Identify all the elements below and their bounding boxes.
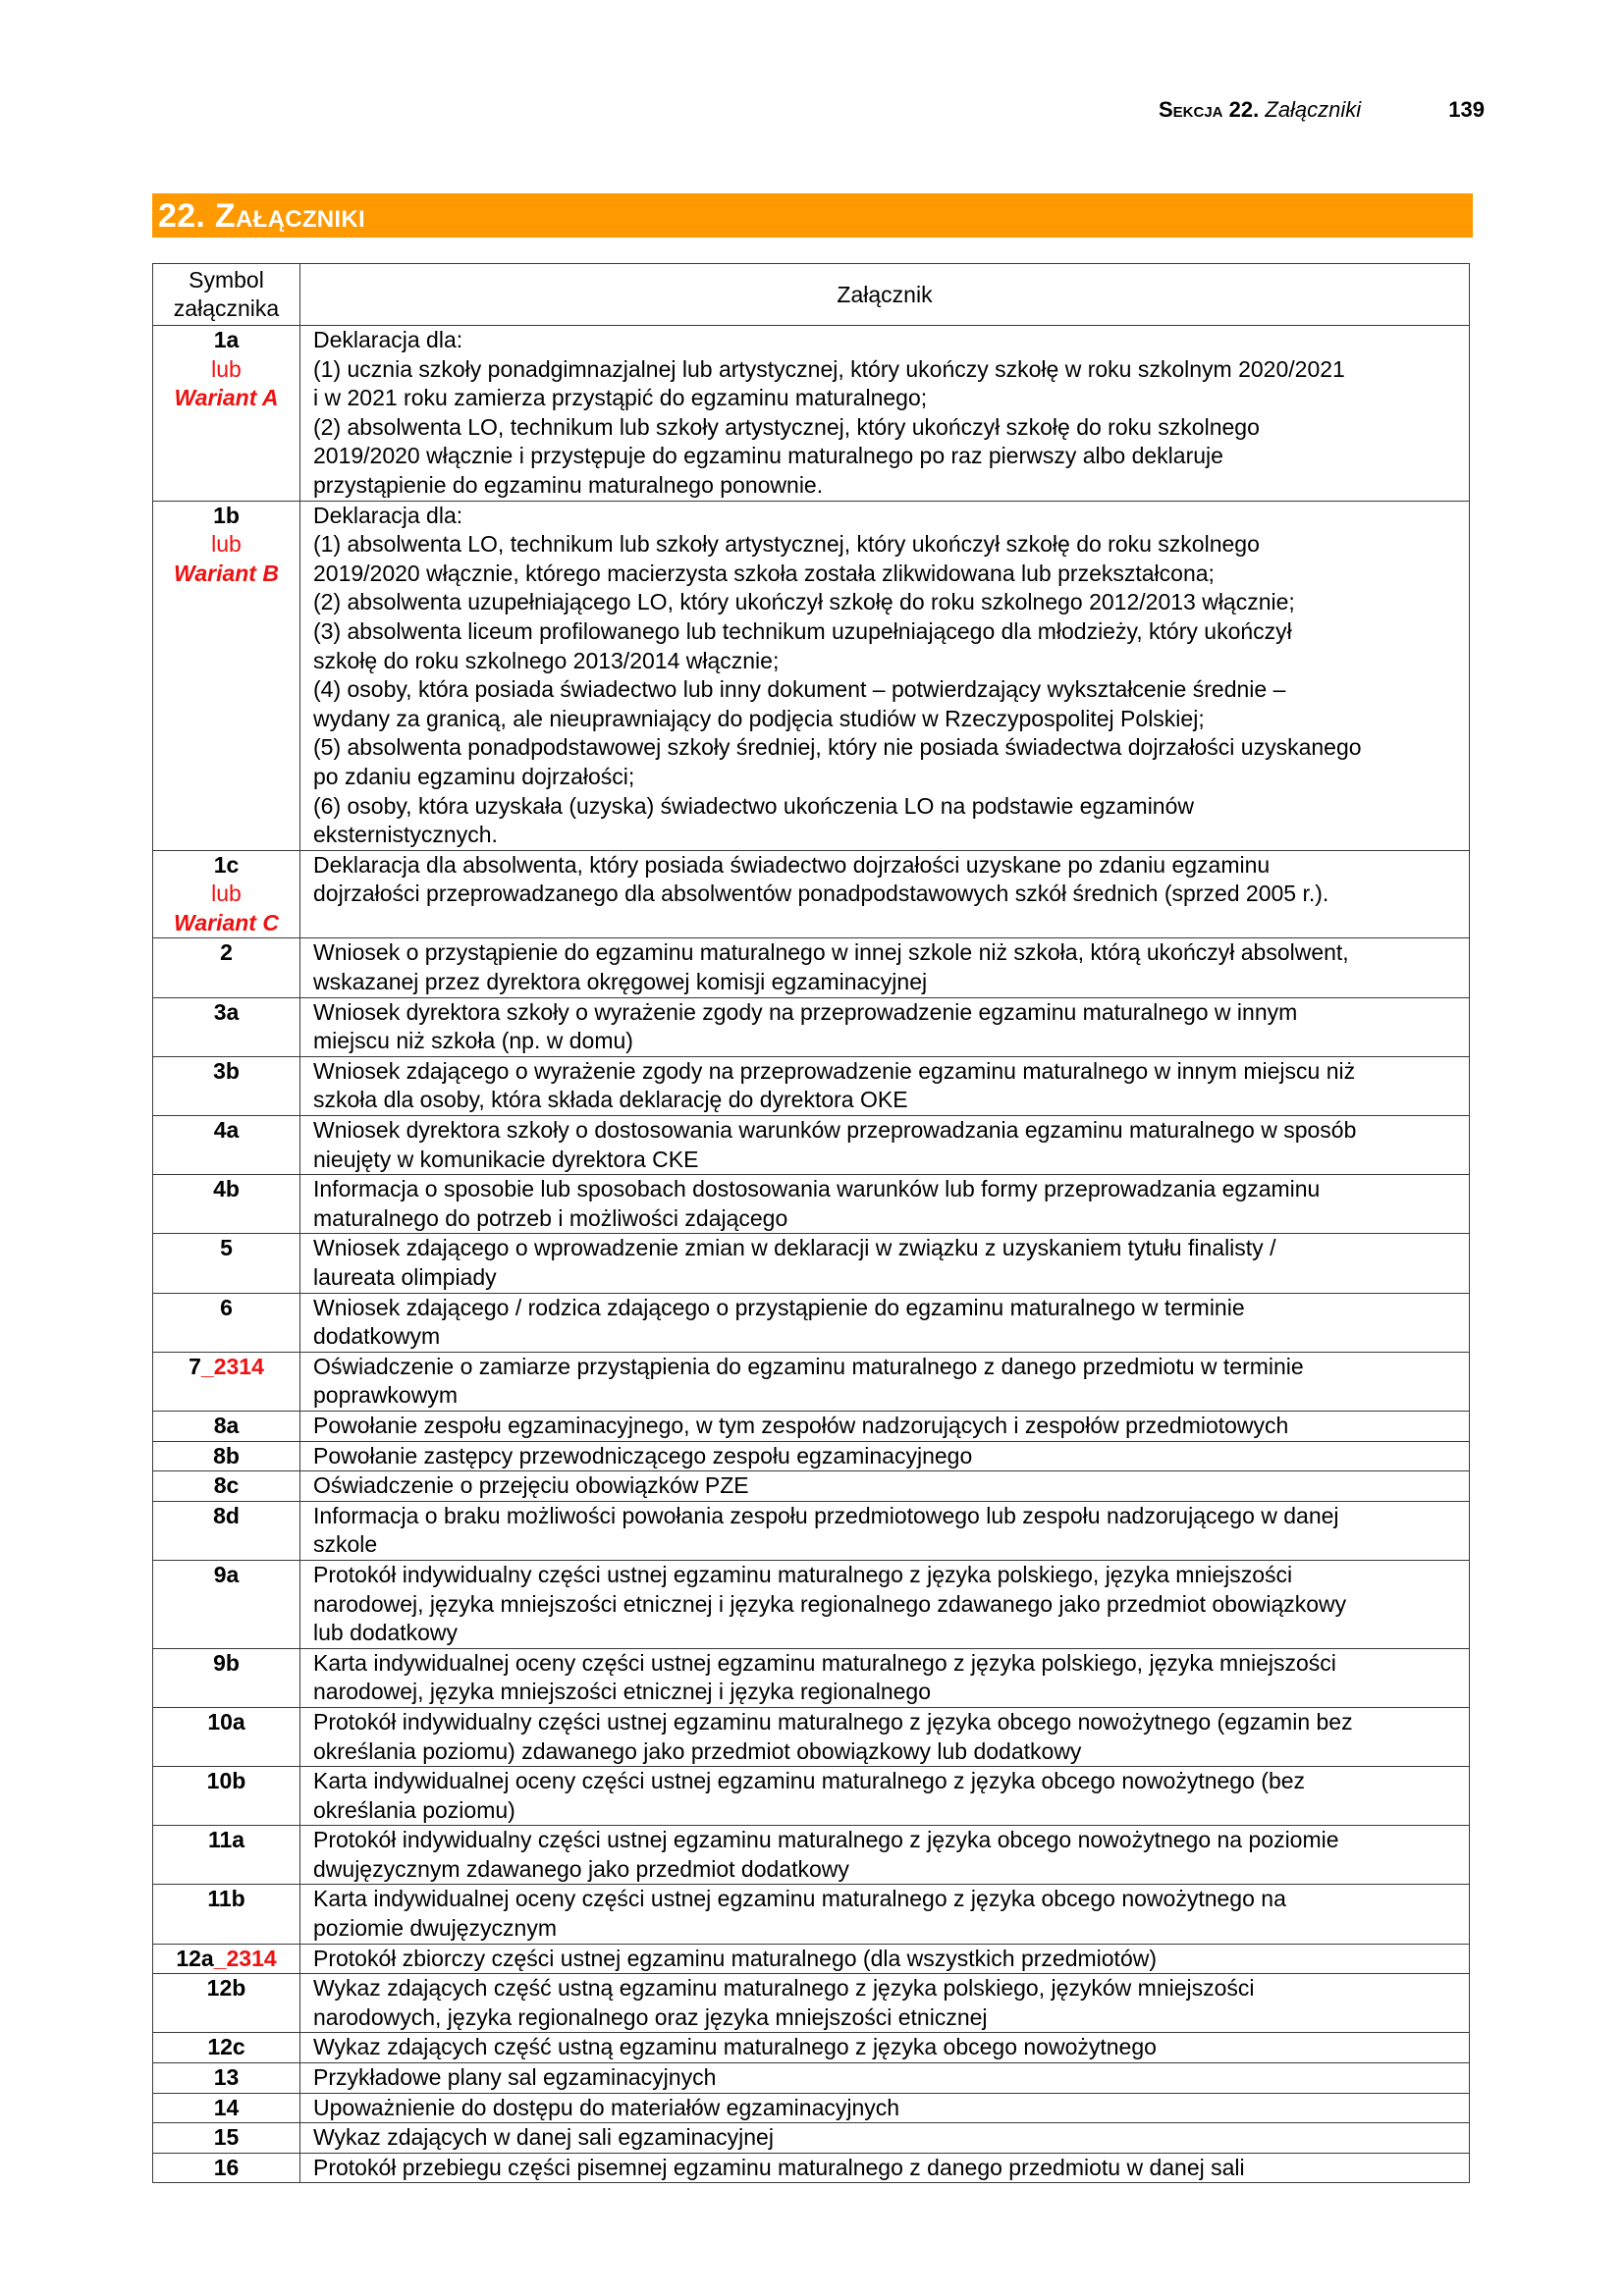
attachment-symbol (153, 851, 299, 881)
attachment-description-line: laureata olimpiady (313, 1264, 497, 1290)
variant-label: Wariant B (174, 560, 279, 586)
attachment-symbol (153, 1649, 299, 1679)
attachment-symbol-code: 1c (213, 851, 240, 878)
attachment-description-line: nieujęty w komunikacie dyrektora CKE (313, 1146, 699, 1172)
attachment-symbol-cell (153, 1411, 300, 1441)
attachment-symbol (153, 1175, 299, 1204)
attachment-description-line: po zdaniu egzaminu dojrzałości; (313, 763, 635, 789)
attachment-description-line: Protokół przebiegu części pisemnej egzaminu maturalnego z danego przedmiotu w danej sali (313, 2154, 1245, 2180)
attachment-symbol-cell (153, 938, 300, 997)
table-row (153, 2093, 1470, 2123)
column-header-symbol-line2: załącznika (173, 295, 280, 321)
running-header-sekcja: Sekcja (1159, 97, 1223, 122)
attachment-description-line: Protokół indywidualny części ustnej egzaminu maturalnego z języka obcego nowożytnego (egzamin bez (313, 1708, 1353, 1735)
attachment-symbol (153, 326, 299, 355)
attachment-description-line: Upoważnienie do dostępu do materiałów egzaminacyjnych (313, 2094, 900, 2120)
attachment-symbol-cell (153, 2123, 300, 2154)
attachment-symbol-cell (153, 1293, 300, 1352)
attachment-description-line: 2019/2020 włącznie i przystępuje do egzaminu maturalnego po raz pierwszy albo deklaruje (313, 443, 1223, 469)
attachment-description-line: Deklaracja dla: (313, 502, 463, 528)
table-row (153, 1471, 1470, 1502)
attachment-symbol-code: 1b (213, 502, 240, 528)
attachment-description-line: (6) osoby, która uzyskała (uzyska) świadectwo ukończenia LO na podstawie egzaminów (313, 792, 1194, 819)
variant-or-label: lub (211, 881, 242, 907)
attachment-symbol (153, 1502, 299, 1531)
attachment-description-line: określania poziomu) (313, 1796, 515, 1823)
attachment-description-cell (300, 1441, 1470, 1471)
attachment-description-cell (300, 1471, 1470, 1502)
attachment-symbol-cell (153, 1116, 300, 1175)
table-body (153, 326, 1470, 2183)
attachment-description-line: Wykaz zdających część ustną egzaminu maturalnego z języka obcego nowożytnego (313, 2034, 1157, 2060)
attachment-description-cell (300, 1826, 1470, 1885)
attachment-description-line: maturalnego do potrzeb i możliwości zdającego (313, 1204, 788, 1231)
table-row (153, 997, 1470, 1056)
table-row (153, 1944, 1470, 1974)
attachment-description-line: Protokół indywidualny części ustnej egzaminu maturalnego z języka obcego nowożytnego na poziomie (313, 1827, 1339, 1853)
attachment-description-cell (300, 1234, 1470, 1293)
attachment-symbol (153, 1234, 299, 1263)
attachment-symbol-cell (153, 997, 300, 1056)
attachment-symbol-cell (153, 2153, 300, 2183)
attachment-description-line: (2) absolwenta LO, technikum lub szkoły artystycznej, który ukończył szkołę do roku szkolnego (313, 413, 1260, 440)
attachment-description-cell (300, 326, 1470, 502)
attachment-description-line: Wniosek dyrektora szkoły o dostosowania warunków przeprowadzania egzaminu maturalnego w sposób (313, 1117, 1357, 1144)
attachment-symbol-cell (153, 501, 300, 850)
attachment-description-line: lub dodatkowy (313, 1620, 459, 1646)
attachment-description-line: i w 2021 roku zamierza przystąpić do egzaminu maturalnego; (313, 385, 928, 411)
attachment-description-line: Wykaz zdających część ustną egzaminu maturalnego z języka polskiego, języków mniejszości (313, 1975, 1255, 2002)
attachment-description-line: narodowej, języka mniejszości etnicznej i języka regionalnego zdawanego jako przedmiot obowiązkowy (313, 1590, 1347, 1617)
attachment-description-line: Deklaracja dla absolwenta, który posiada świadectwo dojrzałości uzyskane po zdaniu egzaminu (313, 851, 1271, 878)
attachment-symbol-code: 5 (220, 1235, 233, 1261)
attachment-symbol-code: 13 (213, 2064, 240, 2091)
attachment-description-cell (300, 2153, 1470, 2183)
table-row (153, 1767, 1470, 1826)
attachment-description-cell (300, 938, 1470, 997)
column-header-symbol (153, 264, 300, 326)
table-row (153, 1293, 1470, 1352)
table-row (153, 1501, 1470, 1560)
attachment-symbol-cell (153, 2093, 300, 2123)
attachment-description-line: Karta indywidualnej oceny części ustnej egzaminu maturalnego z języka obcego nowożytnego na (313, 1886, 1286, 1912)
attachment-symbol-code: 8c (213, 1472, 240, 1499)
attachment-description-line: szkoła dla osoby, która składa deklarację do dyrektora OKE (313, 1087, 908, 1113)
attachment-symbol-code: 3a (213, 998, 240, 1025)
attachment-description-line: szkole (313, 1531, 378, 1558)
attachment-description-cell (300, 1707, 1470, 1766)
table-row (153, 1234, 1470, 1293)
attachment-symbol (153, 1294, 299, 1323)
attachment-symbol-code: 12b (206, 1975, 246, 2002)
attachment-description-line: Karta indywidualnej oceny części ustnej egzaminu maturalnego z języka obcego nowożytnego (bez (313, 1768, 1306, 1794)
attachment-description-cell (300, 2033, 1470, 2063)
attachment-description-line: Informacja o sposobie lub sposobach dostosowania warunków lub formy przeprowadzania egzaminu (313, 1176, 1321, 1202)
attachment-symbol-cell (153, 1826, 300, 1885)
attachment-symbol (153, 2063, 299, 2093)
attachment-symbol (153, 1442, 299, 1471)
attachment-description-line: Karta indywidualnej oceny części ustnej egzaminu maturalnego z języka polskiego, języka mniejszości (313, 1649, 1336, 1676)
attachment-description-line: (5) absolwenta ponadpodstawowej szkoły średniej, który nie posiada świadectwa dojrzałości uzyskanego (313, 734, 1362, 761)
attachment-description-line: wskazanej przez dyrektora okręgowej komisji egzaminacyjnej (313, 969, 928, 995)
attachment-symbol-code: 2 (220, 939, 233, 966)
attachment-description-line: Wniosek dyrektora szkoły o wyrażenie zgody na przeprowadzenie egzaminu maturalnego w innym (313, 998, 1298, 1025)
attachment-symbol-code: 12c (207, 2034, 245, 2060)
table-row (153, 1826, 1470, 1885)
attachment-description-cell (300, 2123, 1470, 2154)
attachment-symbol-code: 10a (207, 1708, 245, 1735)
attachment-symbol-code: 12a (176, 1945, 214, 1971)
attachment-symbol (153, 2154, 299, 2183)
attachment-description-cell (300, 1560, 1470, 1648)
attachment-symbol-cell (153, 1767, 300, 1826)
attachment-description-line: Oświadczenie o przejęciu obowiązków PZE (313, 1472, 749, 1499)
attachment-description-line: (2) absolwenta uzupełniającego LO, który ukończył szkołę do roku szkolnego 2012/2013 włącznie; (313, 589, 1295, 615)
table-row (153, 2033, 1470, 2063)
attachment-symbol (153, 938, 299, 968)
running-header (1159, 94, 1492, 126)
table-row (153, 2123, 1470, 2154)
attachment-description-line: Wykaz zdających w danej sali egzaminacyjnej (313, 2124, 774, 2151)
attachment-symbol-cell (153, 2033, 300, 2063)
attachment-symbol-code: 1a (213, 327, 240, 352)
attachment-symbol-cell (153, 1944, 300, 1974)
attachment-description-line: przystąpienie do egzaminu maturalnego ponownie. (313, 471, 824, 498)
attachment-symbol (153, 1057, 299, 1087)
section-title: 22. Załączniki (158, 197, 365, 235)
attachment-symbol-code: 10b (206, 1768, 246, 1794)
column-header-symbol-line1: Symbol (189, 267, 264, 293)
attachment-description-cell (300, 997, 1470, 1056)
attachment-symbol-code: 15 (213, 2124, 240, 2151)
page-number: 139 (1448, 97, 1485, 122)
attachment-symbol-cell (153, 326, 300, 502)
attachment-description-line: Wniosek o przystąpienie do egzaminu maturalnego w innej szkole niż szkoła, którą ukończył absolwent, (313, 939, 1349, 966)
attachment-symbol-cell (153, 1707, 300, 1766)
attachment-description-line: Protokół zbiorczy części ustnej egzaminu maturalnego (dla wszystkich przedmiotów) (313, 1945, 1158, 1971)
attachment-symbol-code: 6 (220, 1294, 233, 1320)
attachment-description-cell (300, 1352, 1470, 1411)
attachment-symbol (153, 998, 299, 1028)
table-row (153, 501, 1470, 850)
attachment-symbol-code: 8d (213, 1502, 240, 1528)
attachment-symbol-code: 11a (207, 1827, 245, 1853)
attachment-description-line: Protokół indywidualny części ustnej egzaminu maturalnego z języka polskiego, języka mniejszości (313, 1561, 1293, 1587)
running-header-section-title: Załączniki (1265, 97, 1362, 122)
attachment-symbol-cell (153, 1501, 300, 1560)
attachment-symbol-code: 3b (213, 1057, 240, 1084)
attachment-description-line: Wniosek zdającego o wyrażenie zgody na przeprowadzenie egzaminu maturalnego w innym miejscu niż (313, 1057, 1356, 1084)
attachment-symbol-code: 14 (213, 2094, 240, 2120)
attachment-symbol-cell (153, 1648, 300, 1707)
attachment-description-line: Powołanie zastępcy przewodniczącego zespołu egzaminacyjnego (313, 1442, 973, 1468)
attachment-description-line: dwujęzycznym zdawanego jako przedmiot dodatkowy (313, 1855, 849, 1882)
attachment-symbol-code: 8a (213, 1412, 240, 1438)
variant-label: Wariant C (174, 909, 279, 935)
attachment-symbol (153, 1974, 299, 2003)
attachment-symbol-cell (153, 1885, 300, 1944)
attachment-symbol-cell (153, 1056, 300, 1115)
table-row (153, 850, 1470, 938)
table-row (153, 1707, 1470, 1766)
attachment-description-cell (300, 1648, 1470, 1707)
attachment-description-cell (300, 1116, 1470, 1175)
attachment-description-line: Powołanie zespołu egzaminacyjnego, w tym zespołów nadzorujących i zespołów przedmiotowych (313, 1412, 1289, 1438)
attachment-description-line: poziomie dwujęzycznym (313, 1915, 557, 1942)
attachment-symbol-code: 11b (207, 1886, 245, 1912)
attachment-symbol (153, 1945, 299, 1974)
attachment-description-line: Oświadczenie o zamiarze przystąpienia do egzaminu maturalnego z danego przedmiotu w terminie (313, 1353, 1304, 1379)
variant-or-label: lub (211, 355, 242, 382)
attachment-description-line: Deklaracja dla: (313, 327, 463, 352)
table-row (153, 1560, 1470, 1648)
attachment-description-line: narodowych, języka regionalnego oraz języka mniejszości etnicznej (313, 2003, 988, 2030)
attachment-symbol (153, 2123, 299, 2153)
attachment-symbol-cell (153, 1441, 300, 1471)
attachment-symbol-cell (153, 850, 300, 938)
attachment-description-line: eksternistycznych. (313, 822, 498, 848)
attachment-symbol-code: 16 (213, 2154, 240, 2180)
attachment-description-line: Przykładowe plany sal egzaminacyjnych (313, 2064, 717, 2091)
attachment-symbol (153, 1826, 299, 1855)
attachment-description-cell (300, 501, 1470, 850)
attachment-description-cell (300, 1944, 1470, 1974)
attachment-description-cell (300, 2063, 1470, 2094)
attachment-description-cell (300, 1767, 1470, 1826)
attachment-description-line: (3) absolwenta liceum profilowanego lub technikum uzupełniającego dla młodzieży, który ukończył (313, 617, 1292, 644)
table-row (153, 2153, 1470, 2183)
table-row (153, 1648, 1470, 1707)
attachment-description-line: szkołę do roku szkolnego 2013/2014 włącznie; (313, 647, 780, 673)
attachment-symbol (153, 1708, 299, 1737)
attachment-description-line: 2019/2020 włącznie, którego macierzysta szkoła została zlikwidowana lub przekształcona; (313, 560, 1215, 586)
table-header-row (153, 264, 1470, 326)
attachments-table (152, 263, 1470, 2183)
attachment-symbol-code: 4a (213, 1117, 240, 1144)
attachment-symbol-cell (153, 2063, 300, 2094)
table-row (153, 1441, 1470, 1471)
table-row (153, 1056, 1470, 1115)
attachment-symbol-code: 8b (213, 1442, 240, 1468)
table-row (153, 938, 1470, 997)
attachment-symbol (153, 1561, 299, 1590)
attachment-description-line: określania poziomu) zdawanego jako przedmiot obowiązkowy lub dodatkowy (313, 1737, 1082, 1764)
table-row (153, 1974, 1470, 2033)
attachment-symbol-code: 9b (213, 1649, 240, 1676)
attachment-description-cell (300, 850, 1470, 938)
attachment-description-line: wydany za granicą, ale nieuprawniający do podjęcia studiów w Rzeczypospolitej Polskiej; (313, 705, 1205, 731)
attachment-symbol-revision-suffix: _2314 (213, 1945, 277, 1971)
attachment-description-line: miejscu niż szkoła (np. w domu) (313, 1028, 633, 1054)
table-row (153, 1411, 1470, 1441)
table-row (153, 2063, 1470, 2094)
column-header-attachment: Załącznik (300, 264, 1470, 326)
attachment-symbol-code: 9a (213, 1561, 240, 1587)
section-heading-bar (152, 193, 1473, 238)
table-row (153, 1116, 1470, 1175)
variant-or-label: lub (211, 531, 242, 558)
attachment-description-cell (300, 1411, 1470, 1441)
attachment-description-cell (300, 1501, 1470, 1560)
attachment-description-line: Wniosek zdającego o wprowadzenie zmian w deklaracji w związku z uzyskaniem tytułu finalisty / (313, 1235, 1276, 1261)
attachment-description-cell (300, 1056, 1470, 1115)
attachment-symbol-cell (153, 1974, 300, 2033)
attachment-description-line: poprawkowym (313, 1382, 458, 1409)
attachment-description-cell (300, 1175, 1470, 1234)
table-row (153, 1352, 1470, 1411)
attachment-description-line: (1) ucznia szkoły ponadgimnazjalnej lub artystycznej, który ukończy szkołę w roku szkolnym 2020/2021 (313, 355, 1345, 382)
attachment-symbol-cell (153, 1175, 300, 1234)
attachment-symbol-cell (153, 1560, 300, 1648)
attachment-description-cell (300, 1974, 1470, 2033)
table-row (153, 1885, 1470, 1944)
attachment-symbol-revision-suffix: _2314 (200, 1353, 264, 1379)
attachment-symbol-cell (153, 1471, 300, 1502)
attachment-symbol (153, 1471, 299, 1501)
spacer (313, 909, 1463, 938)
attachment-symbol (153, 2033, 299, 2062)
table-row (153, 1175, 1470, 1234)
attachment-symbol (153, 502, 299, 531)
attachment-description-cell (300, 2093, 1470, 2123)
attachment-symbol-cell (153, 1234, 300, 1293)
attachment-description-line: Wniosek zdającego / rodzica zdającego o przystąpienie do egzaminu maturalnego w terminie (313, 1294, 1245, 1320)
attachment-symbol (153, 1116, 299, 1146)
attachment-symbol-code: 7 (189, 1353, 201, 1379)
attachment-description-line: Informacja o braku możliwości powołania zespołu przedmiotowego lub zespołu nadzorującego w danej (313, 1502, 1339, 1528)
attachment-symbol (153, 2094, 299, 2123)
attachment-symbol (153, 1767, 299, 1796)
attachment-symbol (153, 1885, 299, 1914)
attachment-description-line: dojrzałości przeprowadzanego dla absolwentów ponadpodstawowych szkół średnich (sprzed 2005 r.). (313, 881, 1329, 907)
table-row (153, 326, 1470, 502)
variant-label: Wariant A (174, 385, 279, 411)
attachment-description-line: (1) absolwenta LO, technikum lub szkoły artystycznej, który ukończył szkołę do roku szkolnego (313, 531, 1260, 558)
attachment-symbol (153, 1353, 299, 1382)
attachment-description-line: dodatkowym (313, 1323, 441, 1350)
attachment-description-cell (300, 1293, 1470, 1352)
attachment-description-cell (300, 1885, 1470, 1944)
attachment-description-line: narodowej, języka mniejszości etnicznej i języka regionalnego (313, 1679, 931, 1705)
attachment-symbol-code: 4b (213, 1176, 240, 1202)
attachment-symbol (153, 1412, 299, 1441)
attachment-description-line: (4) osoby, która posiada świadectwo lub inny dokument – potwierdzający wykształcenie średnie – (313, 676, 1286, 703)
attachment-symbol-cell (153, 1352, 300, 1411)
running-header-section-number: 22. (1228, 97, 1260, 122)
